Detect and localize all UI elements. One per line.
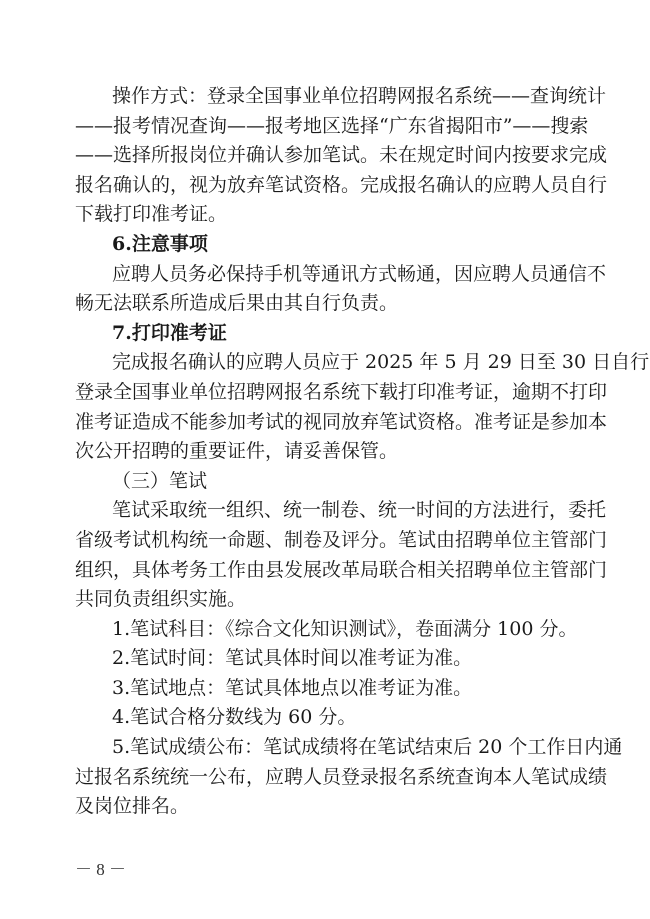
text-line: 畅无法联系所造成后果由其自行负责。 [75,292,399,315]
heading-print-admission: 7.打印准考证 [112,321,227,344]
text-line: 省级考试机构统一命题、制卷及评分。笔试由招聘单位主管部门 [75,528,608,551]
item-passing-score: 4.笔试合格分数线为 60 分。 [112,706,357,729]
page-number: － 8 － [75,860,126,879]
item-exam-subject: 1.笔试科目：《综合文化知识测试》，卷面满分 100 分。 [112,617,578,640]
heading-notes: 6.注意事项 [112,232,208,255]
text-line: 笔试采取统一组织、统一制卷、统一时间的方法进行，委托 [112,499,607,522]
text-line: 次公开招聘的重要证件，请妥善保管。 [75,440,399,463]
text-line: 组织，具体考务工作由县发展改革局联合相关招聘单位主管部门 [75,558,608,581]
text-line: 过报名系统统一公布，应聘人员登录报名系统查询本人笔试成绩 [75,765,608,788]
text-line: 及岗位排名。 [75,795,190,818]
text-line: 登录全国事业单位招聘网报名系统下载打印准考证，逾期不打印 [75,380,608,403]
paragraph-notes [75,260,607,319]
section-heading-written-exam: （三）笔试 [112,469,208,492]
text-line: 下载打印准考证。 [75,203,228,226]
item-exam-location: 3.笔试地点：笔试具体地点以准考证为准。 [112,676,473,699]
text-line: ——选择所报岗位并确认参加笔试。未在规定时间内按要求完成 [75,144,608,167]
paragraph-operation-method [75,82,608,230]
paragraph-print-admission [75,348,650,466]
text-line: 准考证造成不能参加考试的视同放弃笔试资格。准考证是参加本 [75,410,608,433]
text-line: ——报考情况查询——报考地区选择“广东省揭阳市”——搜索 [75,114,589,137]
item-exam-time: 2.笔试时间：笔试具体时间以准考证为准。 [112,647,473,670]
text-line: 共同负责组织实施。 [75,588,247,611]
paragraph-results-announcement [75,733,623,822]
text-line: 应聘人员务必保持手机等通讯方式畅通，因应聘人员通信不 [112,262,607,285]
document-page [75,82,650,822]
text-line: 操作方式：登录全国事业单位招聘网报名系统——查询统计 [112,85,607,107]
text-line: 完成报名确认的应聘人员应于 2025 年 5 月 29 日至 30 日自行 [112,351,650,374]
text-line: 5.笔试成绩公布：笔试成绩将在笔试结束后 20 个工作日内通 [112,736,623,759]
paragraph-written-exam [75,496,608,614]
text-line: 报名确认的，视为放弃笔试资格。完成报名确认的应聘人员自行 [75,173,608,196]
